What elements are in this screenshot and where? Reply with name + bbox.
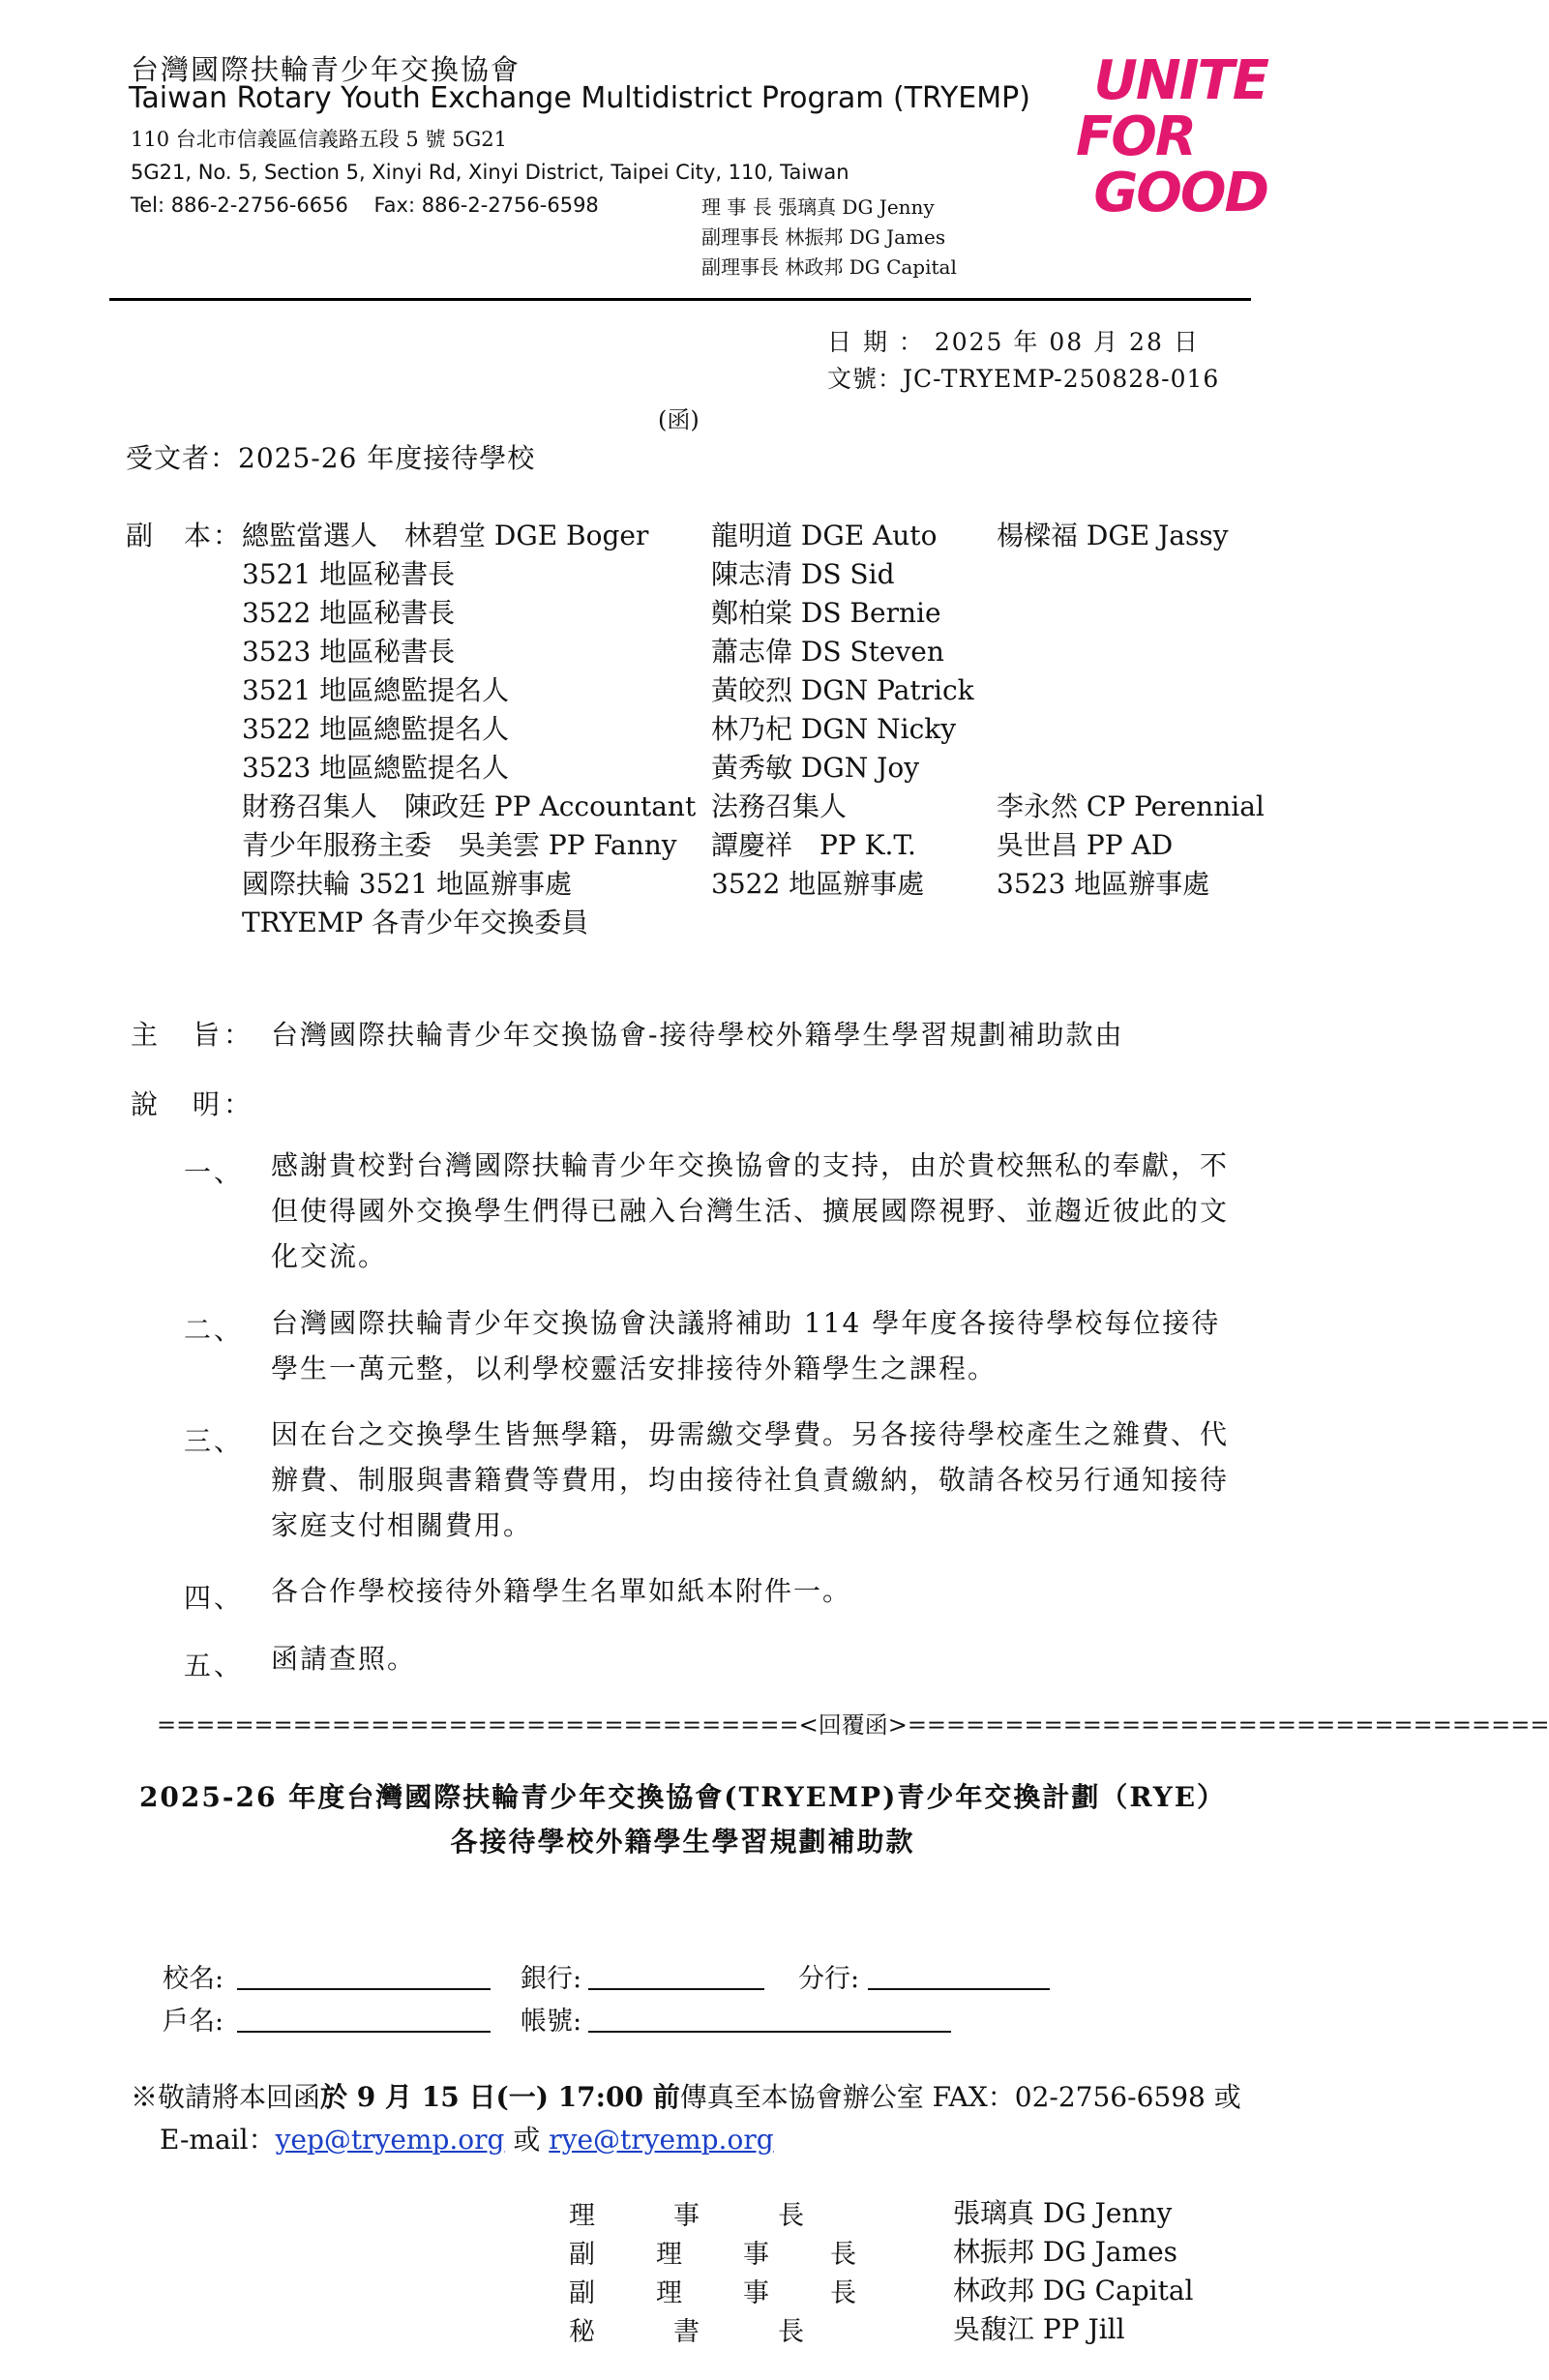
- address-zh: 110 台北市信義區信義路五段 5 號 5G21: [131, 128, 508, 151]
- contact-line: Tel: 886-2-2756-6656 Fax: 886-2-2756-6598: [131, 193, 599, 217]
- cc-entry: 青少年服務主委 吳美雲 PP Fanny: [242, 829, 677, 861]
- logo-line: GOOD: [1093, 162, 1267, 224]
- reply-title-line1: 2025-26 年度台灣國際扶輪青少年交換協會(TRYEMP)青少年交換計劃（RYE）: [138, 1781, 1227, 1813]
- signature-name: 張璃真 DG Jenny: [953, 2197, 1173, 2229]
- cc-entry: 3523 地區總監提名人: [242, 752, 510, 784]
- bank-label: 銀行:: [521, 1964, 582, 1994]
- reply-separator: =================================<回覆函>=================================: [157, 1711, 1549, 1739]
- item-text: 感謝貴校對台灣國際扶輪青少年交換協會的支持，由於貴校無私的奉獻，不但使得國外交換學生們得已融入台灣生活、擴展國際視野、並趨近彼此的文化交流。: [271, 1149, 1230, 1272]
- cc-entry: 李永然 CP Perennial: [997, 790, 1265, 822]
- cc-entry: 龍明道 DGE Auto: [711, 520, 938, 551]
- cc-entry: 林乃杞 DGN Nicky: [711, 713, 957, 745]
- cc-label: 副 本：: [126, 520, 243, 551]
- cc-entry: 3521 地區秘書長: [242, 558, 456, 590]
- account-name-field[interactable]: [237, 2002, 491, 2033]
- school-field[interactable]: [237, 1959, 491, 1990]
- cc-entry: TRYEMP 各青少年交換委員: [242, 907, 589, 938]
- signature-role: 理 事 長: [569, 2201, 804, 2231]
- item-number: 二、: [184, 1314, 245, 1346]
- unite-for-good-logo: [977, 49, 1267, 224]
- address-en: 5G21, No. 5, Section 5, Xinyi Rd, Xinyi District, Taipei City, 110, Taiwan: [131, 161, 849, 184]
- cc-entry: 蕭志偉 DS Steven: [711, 636, 944, 668]
- cc-entry: 楊樑福 DGE Jassy: [997, 520, 1229, 551]
- officer-line: 副理事長 林政邦 DG Capital: [701, 255, 957, 279]
- item-text: 各合作學校接待外籍學生名單如紙本附件一。: [271, 1575, 852, 1607]
- email-line: [160, 2119, 774, 2157]
- bank-field[interactable]: [588, 1959, 764, 1990]
- cc-entry: 總監當選人 林碧堂 DGE Boger: [242, 520, 649, 551]
- signature-role: 秘 書 長: [569, 2317, 804, 2347]
- email-label: E-mail：: [160, 2124, 276, 2156]
- account-number-label: 帳號:: [521, 2007, 582, 2037]
- item-number: 四、: [184, 1582, 245, 1614]
- org-name-en: Taiwan Rotary Youth Exchange Multidistrict Program (TRYEMP): [129, 81, 1030, 115]
- subject-label: 主 旨：: [131, 1019, 255, 1051]
- branch-label: 分行:: [798, 1964, 860, 1994]
- cc-entry: 國際扶輪 3521 地區辦事處: [242, 868, 573, 900]
- recipient: 受文者：2025-26 年度接待學校: [126, 442, 536, 474]
- reply-instruction-suffix: 傳真至本協會辦公室 FAX：02-2756-6598 或: [679, 2081, 1241, 2113]
- item-text: 因在台之交換學生皆無學籍，毋需繳交學費。另各接待學校產生之雜費、代辦費、制服與書籍費等費用，均由接待社負責繳納，敬請各校另行通知接待家庭支付相關費用。: [271, 1418, 1230, 1541]
- email-link-yep[interactable]: yep@tryemp.org: [275, 2124, 505, 2156]
- cc-entry: 鄭柏棠 DS Bernie: [711, 597, 941, 629]
- officer-line: 副理事長 林振邦 DG James: [701, 225, 946, 249]
- logo-line: UNITE: [1093, 49, 1267, 112]
- item-text: 函請查照。: [271, 1643, 417, 1675]
- item-number: 五、: [184, 1650, 245, 1681]
- account-number-field[interactable]: [588, 2002, 951, 2033]
- item-text: 台灣國際扶輪青少年交換協會決議將補助 114 學年度各接待學校每位接待學生一萬元整，以利學校靈活安排接待外籍學生之課程。: [271, 1307, 1221, 1384]
- cc-entry: 3523 地區辦事處: [997, 868, 1210, 900]
- document-number: 文號：JC-TRYEMP-250828-016: [827, 365, 1220, 393]
- cc-entry: 黃秀敏 DGN Joy: [711, 752, 920, 784]
- signature-role: 副 理 事 長: [569, 2278, 874, 2308]
- school-label: 校名:: [163, 1964, 224, 1994]
- reply-instruction: [131, 2076, 1241, 2115]
- officer-line: 理 事 長 張璃真 DG Jenny: [701, 195, 935, 219]
- logo-line: FOR: [1076, 105, 1195, 168]
- account-name-label: 戶名:: [163, 2007, 224, 2037]
- reply-title-line2: 各接待學校外籍學生學習規劃補助款: [450, 1826, 915, 1858]
- reply-deadline: 於 9 月 15 日(一) 17:00 前: [320, 2081, 680, 2113]
- cc-entry: 財務召集人 陳政廷 PP Accountant: [242, 790, 697, 822]
- cc-entry: 3522 地區辦事處: [711, 868, 925, 900]
- letter-type: (函): [658, 406, 700, 433]
- cc-entry: 3522 地區秘書長: [242, 597, 456, 629]
- branch-field[interactable]: [868, 1959, 1050, 1990]
- signature-role: 副 理 事 長: [569, 2240, 874, 2270]
- explanation-label: 說 明：: [131, 1088, 255, 1120]
- signature-name: 林政邦 DG Capital: [953, 2275, 1194, 2306]
- cc-entry: 3523 地區秘書長: [242, 636, 456, 668]
- header-divider: [109, 298, 1251, 301]
- cc-entry: 3522 地區總監提名人: [242, 713, 510, 745]
- cc-entry: 陳志清 DS Sid: [711, 558, 895, 590]
- cc-entry: 3521 地區總監提名人: [242, 674, 510, 706]
- signature-name: 林振邦 DG James: [953, 2236, 1178, 2268]
- cc-entry: 譚慶祥 PP K.T.: [711, 829, 916, 861]
- item-number: 一、: [184, 1156, 245, 1188]
- signature-name: 吳馥江 PP Jill: [953, 2313, 1125, 2345]
- item-number: 三、: [184, 1425, 245, 1457]
- cc-entry: 法務召集人: [711, 790, 848, 822]
- cc-entry: 黃皎烈 DGN Patrick: [711, 674, 974, 706]
- subject-text: 台灣國際扶輪青少年交換協會-接待學校外籍學生學習規劃補助款由: [271, 1019, 1124, 1051]
- letter-date: 日 期 ： 2025 年 08 月 28 日: [827, 328, 1200, 356]
- reply-instruction-prefix: ※敬請將本回函: [131, 2081, 321, 2113]
- email-or: 或: [504, 2124, 550, 2156]
- email-link-rye[interactable]: rye@tryemp.org: [549, 2124, 774, 2156]
- org-name-zh: 台灣國際扶輪青少年交換協會: [131, 53, 521, 86]
- cc-entry: 吳世昌 PP AD: [997, 829, 1174, 861]
